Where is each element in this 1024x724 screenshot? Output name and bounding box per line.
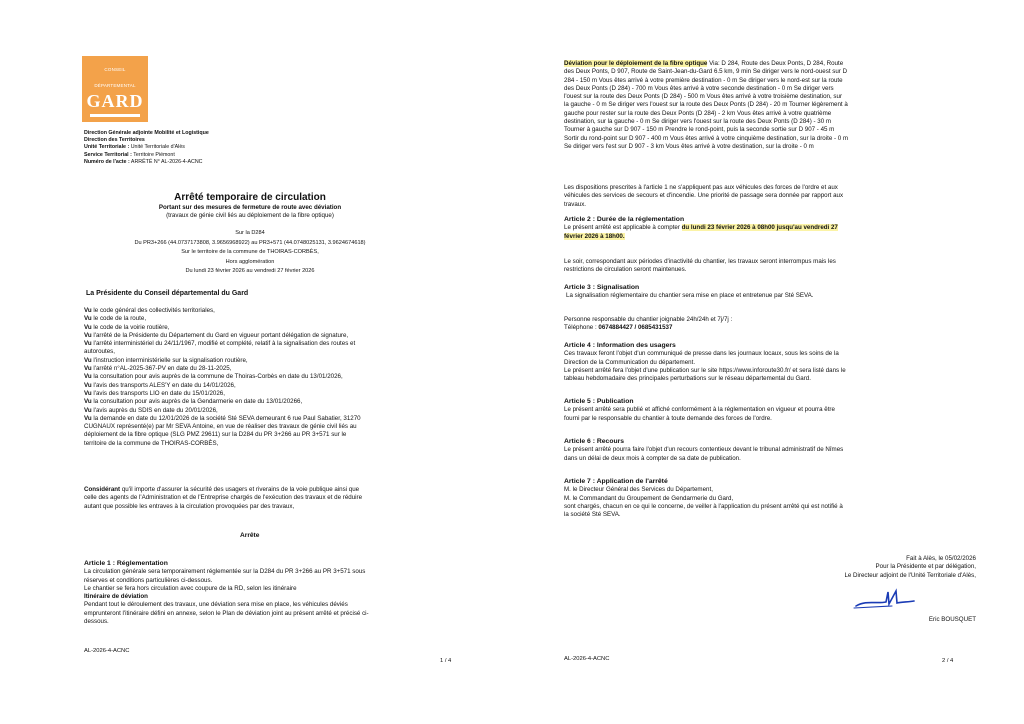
location-agglo: Hors agglomération	[225, 258, 275, 265]
location-road: Sur la D284	[235, 230, 265, 236]
article-3: Article 3 : Signalisation La signalisation réglementaire du chantier sera mise en place et entretenue par Sté SEVA.	[564, 284, 956, 301]
vu-item: Vu la consultation pour avis auprès de la commune de Thoiras-Corbès en date du 13/01/2026,	[84, 373, 343, 381]
service-value: Territoire Piémont	[133, 151, 175, 158]
location-pr: Du PR3+266 (44.0737173808, 3.9656968922) au PR3+571 (44.0748025131, 3.9624674618)	[134, 239, 366, 246]
handwritten-signature	[852, 588, 922, 612]
logo-line2: DÉPARTEMENTAL	[94, 83, 136, 88]
itineraire-title: Itinéraire de déviation	[84, 593, 148, 601]
unite-value: Unité Territoriale d'Alès	[130, 144, 185, 151]
article-2: Article 2 : Durée de la réglementation Le présent arrêté est applicable à compter du lundi 23 février 2026 à 08h00 jusqu'au vendredi 27 février 2026 à 18h00.	[564, 216, 956, 241]
logo-name: GARD	[86, 91, 144, 111]
considerant-word: Considérant	[84, 486, 121, 493]
dispositions-block: Les dispositions prescrites à l'article 1 ne s'appliquent pas aux véhicules des forces de l'ordre et aux véhicules des services de secours et d'incendie. Une priorité de passage sera donnée par rapport aux travaux.	[564, 184, 844, 208]
document-subtitle: Portant sur des mesures de fermeture de route avec déviation	[158, 204, 342, 211]
sign-place-date: Fait à Alès, le 05/02/2026	[906, 555, 976, 562]
vu-item: Vu le code de la route,	[84, 315, 147, 323]
vu-item: Vu l'avis des transports ALES'Y en date du 14/01/2026,	[84, 381, 236, 389]
contact-phones: 0674884427 / 0685431537	[598, 324, 673, 332]
duration-highlight-end: février 2026 à 18h00.	[564, 232, 625, 240]
article-1-title: Article 1 : Réglementation	[84, 560, 168, 567]
page-number: 1 / 4	[440, 658, 452, 664]
vu-item-cont: territoire de la commune de THOIRAS-CORBÈS,	[84, 439, 219, 447]
vu-item: Vu l'arrêté n°AL-2025-367-PV en date du 28-11-2025,	[84, 365, 232, 373]
sign-delegation: Pour la Présidente et par délégation,	[875, 563, 976, 571]
article-4: Article 4 : Information des usagers Ces travaux feront l'objet d'un communiqué de presse dans les journaux locaux, sous les soins de la Direction de la Communication du département. Le présent arrêté fera l'objet d'une publication sur le site https://www.inforoute30.fr/ et sera listé dans le tableau hebdomadaire des principales perturbations sur le réseau départemental du Gard.	[564, 342, 956, 383]
page-number: 2 / 4	[942, 658, 954, 664]
considerant-block: Considérant qu'il importe d'assurer la sécurité des usagers et riverains de la voie publique ainsi que celle des agents de l'Administration et de l'Entreprise chargés de l'exécution des travaux et de réduire autant que possible les entraves à la circulation provoquées par des travaux,	[84, 486, 363, 510]
dir-general: Direction Générale adjointe Mobilité et Logistique	[84, 130, 209, 136]
article-5-title: Article 5 : Publication	[564, 398, 634, 405]
header-block	[84, 130, 209, 166]
logo-line1: CONSEIL	[104, 67, 126, 72]
article-6-title: Article 6 : Recours	[564, 438, 625, 445]
document-title: Arrêté temporaire de circulation	[174, 192, 326, 203]
gard-logo	[82, 56, 148, 122]
vu-item-cont: CUGNAUX représenté(e) par Mr SEVA Antoine, en vue de réaliser des travaux de génie civil liés au	[84, 423, 357, 431]
footer-ref: AL-2026-4-ACNC	[84, 648, 130, 654]
vu-item: Vu l'arrêté de la Présidente du Département du Gard en vigueur portant délégation de signature,	[84, 331, 349, 339]
vu-item: Vu la demande en date du 12/01/2026 de la société Sté SEVA demeurant 6 rue Paul Sabatier, 31270	[84, 414, 361, 422]
signature-block	[844, 555, 976, 580]
vu-item: Vu le code de la voirie routière,	[84, 323, 170, 331]
president-heading: La Présidente du Conseil départemental du Gard	[86, 290, 249, 297]
sign-role: Le Directeur adjoint de l'Unité Territoriale d'Alès,	[844, 571, 976, 579]
article-6: Article 6 : Recours Le présent arrêté pourra faire l'objet d'un recours contentieux devant le tribunal administratif de Nîmes dans un délai de deux mois à compter de sa date de publication.	[564, 438, 956, 463]
arrete-heading: Arrête	[240, 532, 260, 539]
vu-item-cont: autoroutes,	[84, 348, 115, 356]
article-2-title: Article 2 : Durée de la réglementation	[564, 216, 685, 223]
vu-item: Vu le code général des collectivités territoriales,	[84, 307, 215, 314]
location-block	[60, 229, 440, 277]
location-commune: Sur le territoire de la commune de THOIRAS-CORBÈS,	[181, 249, 319, 256]
location-dates: Du lundi 23 février 2026 au vendredi 27 février 2026	[185, 268, 315, 275]
service-label: Service Territorial :	[84, 151, 132, 158]
acte-label: Numéro de l'acte :	[84, 158, 130, 165]
article-5: Article 5 : Publication Le présent arrêté sera publié et affiché conformément à la réglementation en vigueur et pourra être fourni par le responsable du chantier à toute demande des forces de l'ordre.	[564, 398, 956, 423]
article-3-title: Article 3 : Signalisation	[564, 284, 640, 291]
deviation-block: Déviation pour le déploiement de la fibre optique Via: D 284, Route des Deux Ponts, D 284, Route des Deux Ponts, D 907, Route de Saint-Jean-du-Gard 6.5 km, 9 min Se diriger vers le nord-ouest sur D 284 - 150 m Vous êtes arrivé à votre première destination - 0 m Se diriger vers le nord-est sur la route des Deux Ponts (D 284) - 700 m Vous êtes arrivé à votre seconde destination - 0 m Se diriger vers l'ouest sur la route des Deux Ponts (D 284) - 500 m Vous êtes arrivé à votre troisième destination, sur la gauche - 0 m Se diriger vers l'ouest sur la route des Deux Ponts (D 284) - 20 m Tourner légèrement à gauche pour rester sur la route des Deux Ponts (D 284) - 2 km Vous êtes arrivé à votre quatrième destination, sur la gauche - 0 m Se diriger vers l'ouest sur la route des Deux Ponts (D 284) - 30 m Tourner à gauche sur D 907 - 150 m Prendre le rond-point, puis la seconde sortie sur D 907 - 45 m Sortir du rond-point sur D 907 - 400 m Vous êtes arrivé à votre cinquième destination, sur la droite - 0 m Se diriger vers l'est sur D 907 - 3 km Vous êtes arrivé à votre destination, sur la droite - 0 m	[564, 60, 849, 150]
vu-item: Vu l'instruction interministérielle sur la signalisation routière,	[84, 356, 248, 364]
article-4-title: Article 4 : Information des usagers	[564, 342, 676, 349]
document-subtitle-2: (travaux de génie civil liés au déploiement de la fibre optique)	[166, 212, 334, 219]
article-7-title: Article 7 : Application de l'arrêté	[564, 478, 668, 485]
duration-highlight: du lundi 23 février 2026 à 08h00 jusqu'au vendredi 27	[681, 224, 838, 232]
vu-item: Vu l'avis des transports LIO en date du 15/01/2026,	[84, 389, 225, 397]
vu-item: Vu la consultation pour avis auprès de la Gendarmerie en date du 13/01/20266,	[84, 398, 303, 406]
page-2	[512, 0, 1024, 724]
vu-item-cont: déploiement de la fibre optique (SLG PMZ 29611) sur la D284 du PR 3+266 au PR 3+571 sur le	[84, 431, 347, 439]
footer-ref: AL-2026-4-ACNC	[564, 656, 610, 662]
soir-block: Le soir, correspondant aux périodes d'inactivité du chantier, les travaux seront interrompus mais les restrictions de circulation seront maintenues.	[564, 258, 836, 274]
vu-item: Vu l'avis auprès du SDIS en date du 20/01/2026,	[84, 406, 218, 414]
deviation-heading: Déviation pour le déploiement de la fibre optique	[564, 60, 708, 67]
acte-value: ARRÊTÉ N° AL-2026-4-ACNC	[130, 158, 203, 165]
unite-label: Unité Territoriale :	[84, 144, 130, 151]
vu-list	[84, 307, 456, 448]
article-7: Article 7 : Application de l'arrêté M. le Directeur Général des Services du Département, M. le Commandant du Groupement de Gendarmerie du Gard, sont chargés, chacun en ce qui le concerne, de veiller à l'application du présent arrêté qui est notifié à la société Sté SEVA.	[564, 478, 956, 519]
article-1: Article 1 : Réglementation La circulation générale sera temporairement réglementée sur la D284 du PR 3+266 au PR 3+571 sous réserves et conditions particulières ci-dessous. Le chantier se fera hors circulation avec coupure de la RD, selon les itinéraire Itinéraire de déviation Pendant tout le déroulement des travaux, une déviation sera mise en place, les véhicules déviés emprunteront l'itinéraire défini en annexe, selon le Plan de déviation joint au présent arrêté et précisé ci- dessous.	[84, 560, 456, 626]
dir-territoires: Direction des Territoires	[84, 137, 145, 144]
contact-block: Personne responsable du chantier joignable 24h/24h et 7j/7j : Téléphone : 0674884427 / 0685431537	[564, 316, 733, 332]
logo-bar	[90, 114, 140, 117]
vu-item: Vu l'arrêté interministériel du 24/11/1967, modifié et complété, relatif à la signalisation des routes et	[84, 340, 356, 348]
signer-name: Eric BOUSQUET	[928, 616, 976, 623]
